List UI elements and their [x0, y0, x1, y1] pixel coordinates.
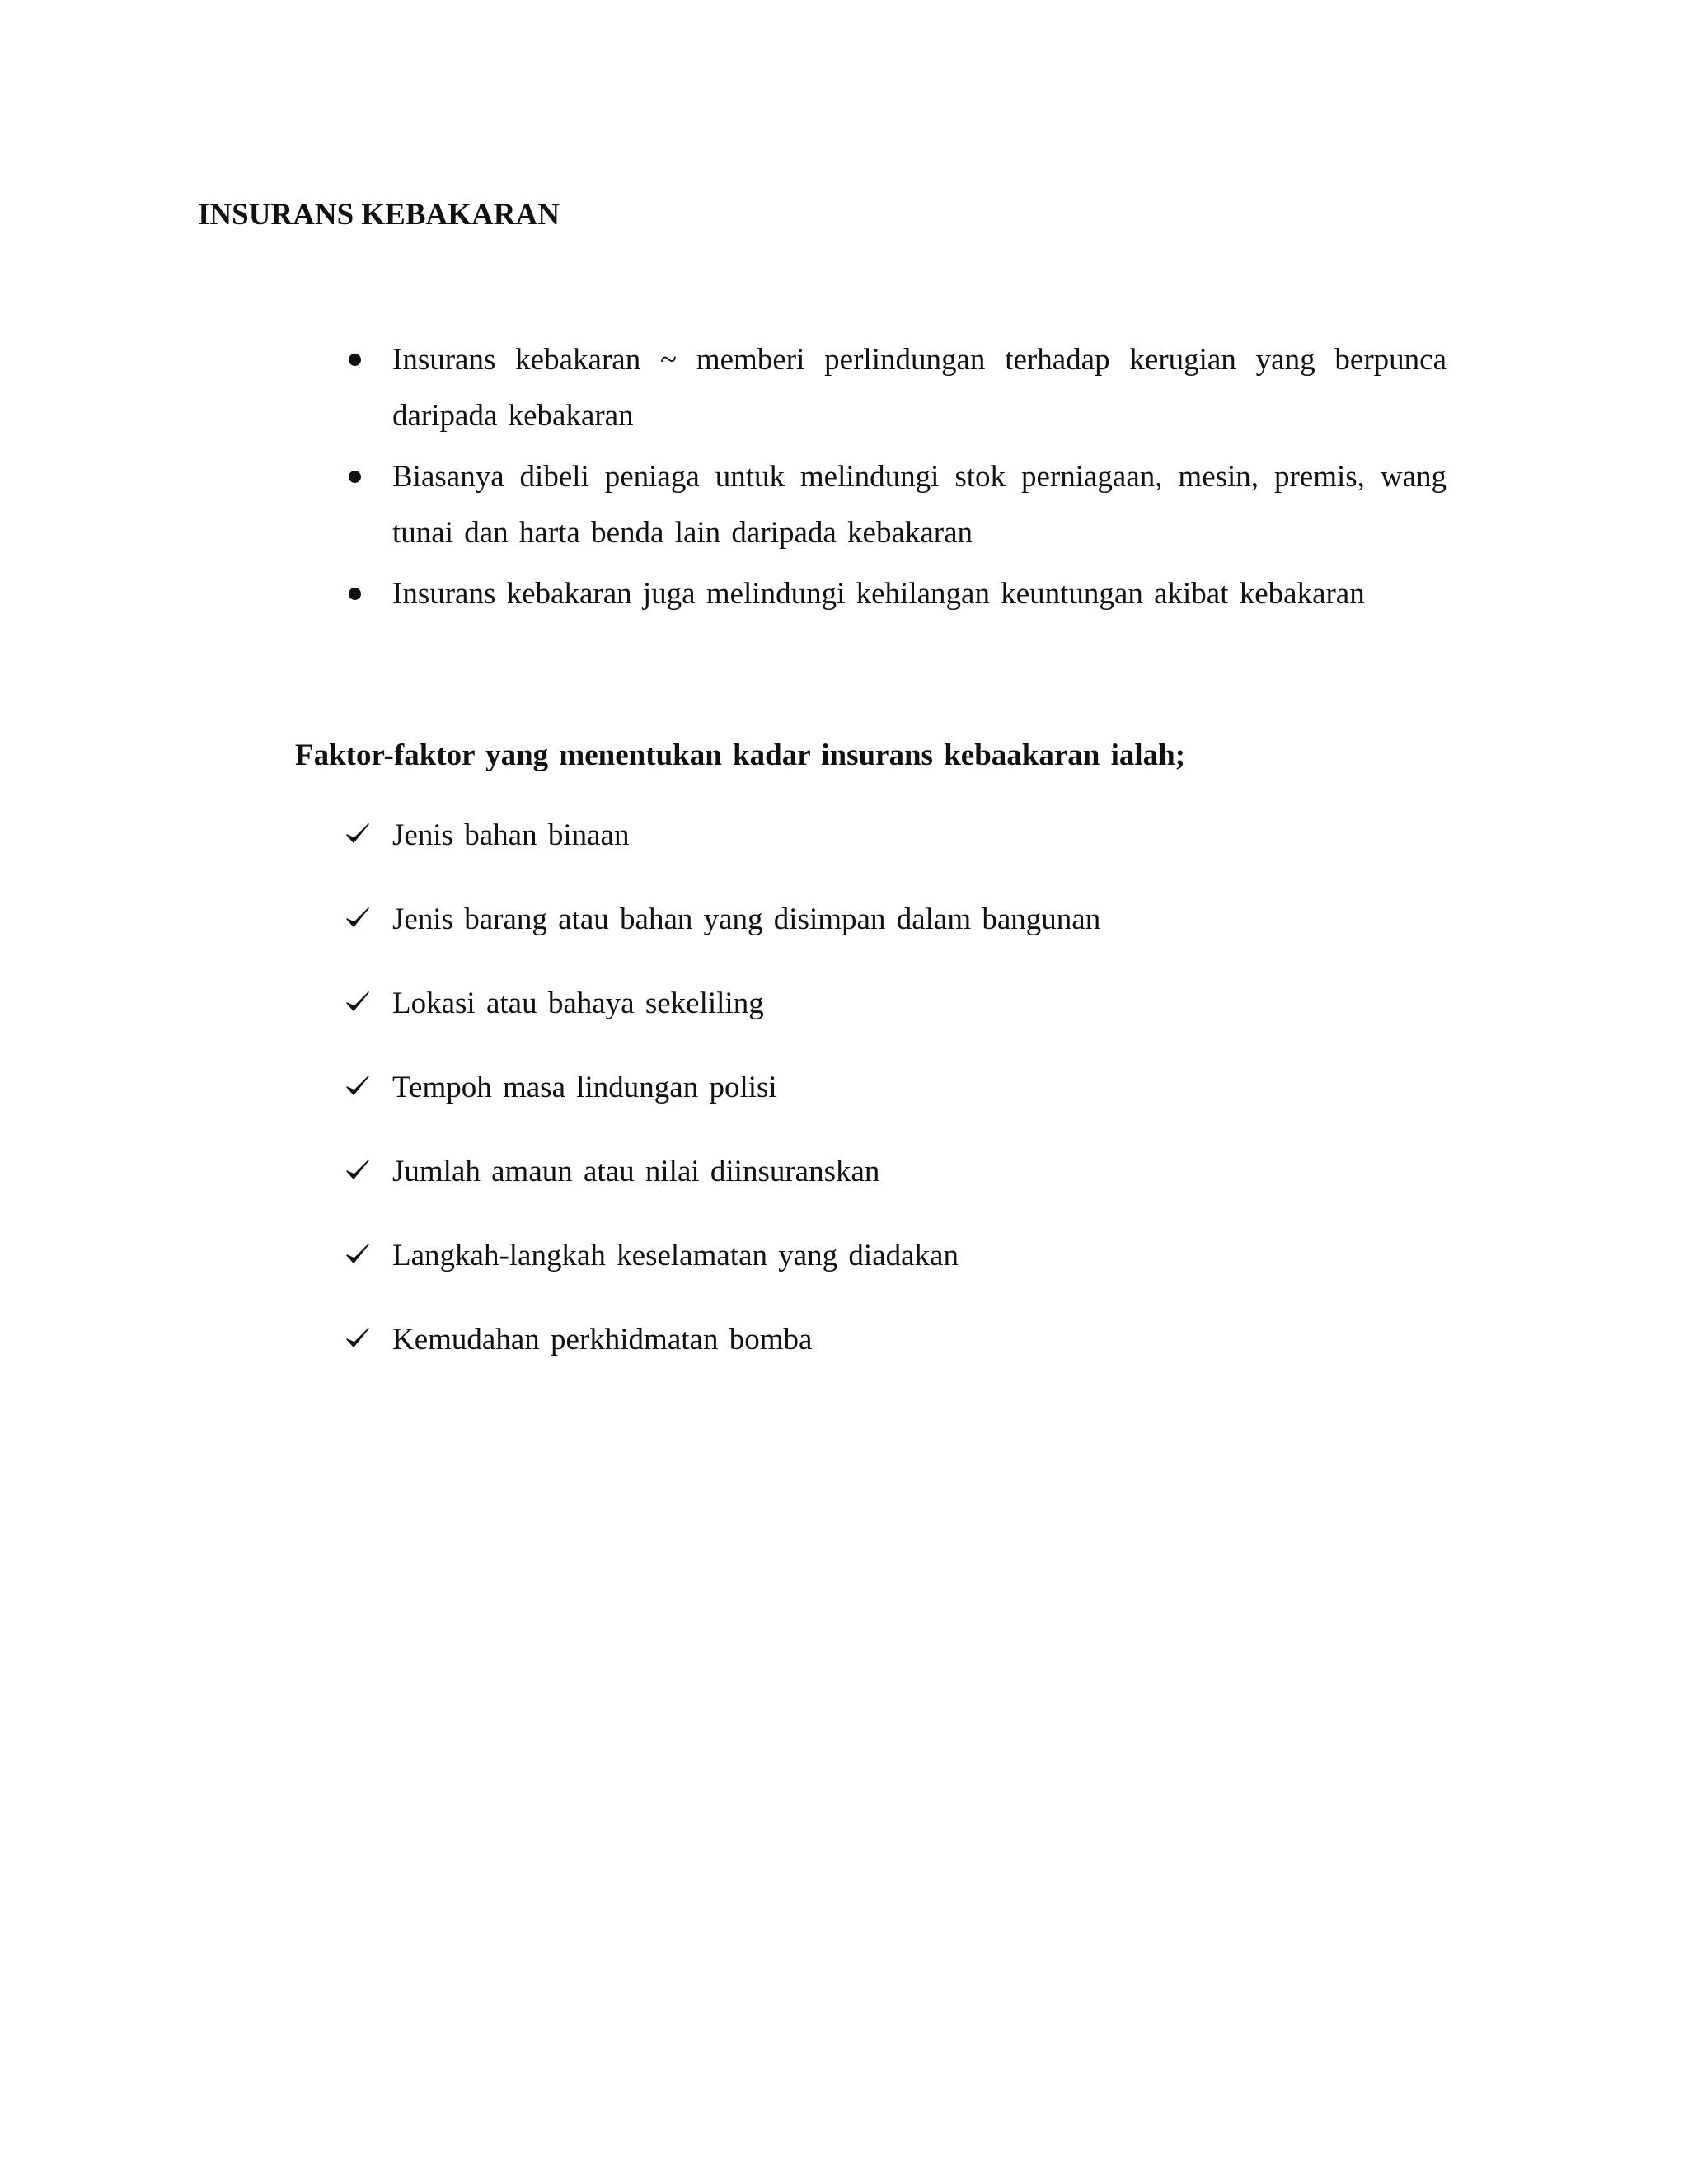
checkmark-icon: [345, 821, 371, 847]
checkmark-icon: [345, 905, 371, 931]
factor-text: Lokasi atau bahaya sekeliling: [392, 987, 764, 1020]
checkmark-icon: [345, 1157, 371, 1183]
bullet-list: [338, 332, 1447, 627]
bullet-item: [338, 566, 1447, 622]
bullet-text: Biasanya dibeli peniaga untuk melindungi stok perniagaan, mesin, premis, wang tunai dan harta benda lain daripada kebakaran: [392, 460, 1447, 550]
checkmark-icon: [345, 1073, 371, 1099]
checkmark-icon: [345, 1241, 371, 1268]
bullet-dot-icon: [349, 471, 361, 483]
factor-item: [338, 1235, 1100, 1319]
factor-text: Jenis barang atau bahan yang disimpan dalam bangunan: [392, 902, 1101, 936]
factor-item: [338, 1151, 1100, 1235]
factor-text: Jenis bahan binaan: [392, 818, 630, 852]
bullet-text: Insurans kebakaran juga melindungi kehilangan keuntungan akibat kebakaran: [392, 577, 1365, 611]
factor-text: Kemudahan perkhidmatan bomba: [392, 1323, 813, 1357]
bullet-text: Insurans kebakaran ~ memberi perlindungan terhadap kerugian yang berpunca daripada kebakaran: [392, 343, 1447, 433]
factor-text: Tempoh masa lindungan polisi: [392, 1071, 777, 1104]
factor-item: [338, 1067, 1100, 1151]
bullet-dot-icon: [349, 354, 361, 366]
bullet-item: [338, 332, 1447, 444]
factor-item: [338, 899, 1100, 983]
factor-item: [338, 1319, 1100, 1404]
factor-text: Jumlah amaun atau nilai diinsuranskan: [392, 1155, 880, 1188]
bullet-dot-icon: [349, 588, 361, 600]
factor-item: [338, 983, 1100, 1067]
bullet-item: [338, 449, 1447, 561]
factors-heading: Faktor-faktor yang menentukan kadar insurans kebaakaran ialah;: [295, 738, 1186, 772]
checkmark-icon: [345, 989, 371, 1015]
factor-text: Langkah-langkah keselamatan yang diadakan: [392, 1239, 959, 1272]
document-title: INSURANS KEBAKARAN: [198, 198, 560, 232]
checkmark-icon: [345, 1325, 371, 1352]
factors-checklist: [338, 815, 1100, 1404]
factor-item: [338, 815, 1100, 899]
